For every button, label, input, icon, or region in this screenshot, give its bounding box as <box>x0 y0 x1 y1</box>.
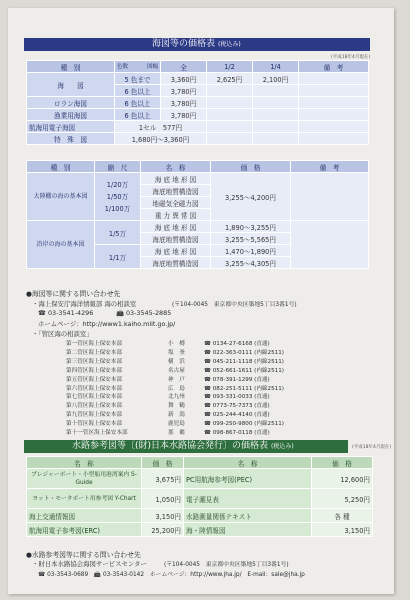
contact2-org: ・財日本水路協会海図サービスセンター <box>32 560 147 568</box>
header-cell: 1/2 <box>207 61 253 73</box>
contact-org: ・海上保安庁海洋情報部 海の相談室 <box>32 300 137 308</box>
header-cell: 1/4 <box>253 61 299 73</box>
table-row: 沿岸の海の基本図 1/5万 海 底 地 形 図 1,890～3,255円 <box>27 221 369 233</box>
office-city: 広 島 <box>168 385 185 392</box>
office-name: 第十管区海上保安本部 <box>66 421 122 428</box>
table-row: ヨット・モータボート用参考図 Y-Chart 1,050円 電子潮見表 5,250円 <box>27 489 373 509</box>
contact2-line: ☎ 03-3543-0689 📠 03-3543-0142 ホームページ：http://www.jha.jp/ E-mail：sale@jha.jp <box>38 572 305 578</box>
table-row: 海 図 5 色まで 3,360円 2,625円 2,100円 <box>27 73 369 85</box>
table-row: 重 力 異 常 図 <box>27 209 369 221</box>
office-phone: ☎ 045-211-1118 (内線2511) <box>204 358 284 365</box>
office-city: 名古屋 <box>168 367 185 374</box>
office-phone: ☎ 093-331-0033 (直通) <box>204 394 270 401</box>
office-phone: ☎ 099-250-9800 (内線2511) <box>204 421 284 428</box>
reference-price-table <box>26 456 373 537</box>
table-row: 海底地質構造図 <box>27 185 369 197</box>
reference-price-title: 水路参考図等〔(財)日本水路協会発行〕の価格表 <box>72 441 269 451</box>
basic-map-price-table <box>26 160 369 269</box>
table-row: 漁業用海図 6 色以上 3,780円 <box>27 109 369 121</box>
contact-tel: ☎ 03-3541-4296 <box>38 309 94 317</box>
table-row: 6 色以上 3,780円 <box>27 85 369 97</box>
office-phone: ☎ 0134-27-6168 (直通) <box>204 341 270 347</box>
office-phone: ☎ 022-363-0111 (内線2511) <box>204 349 284 356</box>
reference-price-title-bar <box>24 440 348 453</box>
office-name: 第一管区海上保安本部 <box>66 341 122 347</box>
table-header-row: 種 別 縮 尺 名 称 価 格 備 考 <box>27 161 369 173</box>
header-cell: 備 考 <box>299 61 369 73</box>
contact-fax: 📠 03-3545-2885 <box>116 309 172 317</box>
table-row: 1/1万 海 底 地 形 図 1,470～1,890円 <box>27 245 369 257</box>
tax-note: (税込み) <box>218 41 241 48</box>
office-city: 神 戸 <box>168 376 185 383</box>
table-header-row <box>27 61 369 73</box>
table-header-row: 名 称 価 格 名 称 価 格 <box>27 457 373 469</box>
office-name: 第六管区海上保安本部 <box>66 385 122 392</box>
office-name: 第二管区海上保安本部 <box>66 349 122 356</box>
office-city: 横 浜 <box>168 358 185 365</box>
office-name: 第十一管区海上保安本部 <box>66 430 128 436</box>
office-name: 第四管区海上保安本部 <box>66 367 122 374</box>
table-row: 航海用電子参考図(ERC) 25,200円 海・陸情報図 3,150円 <box>27 523 373 537</box>
office-phone: ☎ 078-391-1299 (直通) <box>204 376 270 383</box>
contact-heading: ●海図等に関する問い合わせ先 <box>26 290 121 298</box>
office-city: 鹿児島 <box>168 421 185 428</box>
office-city: 那 覇 <box>168 430 185 436</box>
table-row: 大陸棚の海の基本図 1/20万 1/50万 1/100万 海 底 地 形 図 3,255～4,200円 <box>27 173 369 185</box>
header-cell: 全 <box>161 61 207 73</box>
table-row: 海上交通情報図 3,150円 水路測量関係テキスト 各 種 <box>27 509 373 523</box>
office-city: 北九州 <box>168 394 185 401</box>
contact2-postal: (〒104-0045 東京都中央区築地5丁目3番1号) <box>164 562 289 568</box>
table-row: プレジャーボート・小型船用港湾案内 S-Guide 3,675円 PC用航海参考図(PEC) 12,600円 <box>27 469 373 489</box>
office-city: 新 潟 <box>168 412 185 419</box>
table-row: 航海用電子海図 1セル 577円 <box>27 121 369 133</box>
table-row: 地磁気全磁力図 <box>27 197 369 209</box>
document-page <box>8 8 394 594</box>
chart-price-table <box>26 60 369 145</box>
table-row: 海底地質構造図 3,255～4,305円 <box>27 257 369 269</box>
contact-postal: (〒104-0045 東京都中央区築地5丁目3番1号) <box>172 302 297 308</box>
branch-heading: ・「管区海の相談室」 <box>32 330 93 338</box>
office-city: 舞 鶴 <box>168 403 185 410</box>
contact-web[interactable]: ホームページ：http://www1.kaiho.mlit.go.jp/ <box>38 320 176 328</box>
office-phone: ☎ 025-244-4140 (直通) <box>204 412 270 419</box>
office-name: 第三管区海上保安本部 <box>66 358 122 365</box>
table-row: 特 殊 図 1,680円～3,360円 <box>27 133 369 145</box>
office-name: 第五管区海上保安本部 <box>66 376 122 383</box>
office-phone: ☎ 0773-75-7373 (直通) <box>204 403 270 410</box>
date-note: (平成18年4月現在) <box>352 445 392 450</box>
table-row: ロラン海図 6 色以上 3,780円 <box>27 97 369 109</box>
tax-note: (税込み) <box>271 443 294 450</box>
header-cell: 種 別 <box>27 61 115 73</box>
office-phone: ☎ 082-251-5111 (内線2511) <box>204 385 284 392</box>
contact2-heading: ●水路参考図等に関する問い合わせ先 <box>26 551 141 559</box>
table-row: 海底地質構造図 3,255～5,565円 <box>27 233 369 245</box>
chart-price-title-bar <box>24 38 370 51</box>
date-note: (平成18年4月現在) <box>331 55 371 60</box>
office-city: 小 樽 <box>168 341 185 347</box>
office-name: 第七管区海上保安本部 <box>66 394 122 401</box>
office-phone: ☎ 098-867-0118 (直通) <box>204 430 270 436</box>
office-city: 塩 釜 <box>168 349 185 356</box>
header-cell: 色数 図幅 <box>115 61 161 73</box>
office-name: 第九管区海上保安本部 <box>66 412 122 419</box>
chart-price-title: 海図等の価格表 <box>152 39 216 49</box>
office-name: 第八管区海上保安本部 <box>66 403 122 410</box>
office-phone: ☎ 052-661-1611 (内線2511) <box>204 367 284 374</box>
